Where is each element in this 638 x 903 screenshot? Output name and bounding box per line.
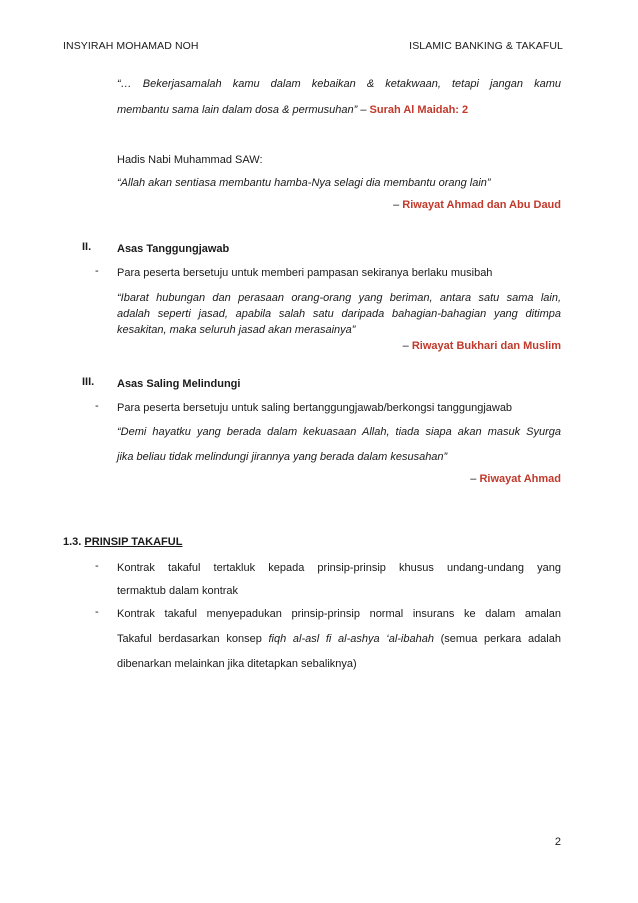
- section-ii-number: II.: [82, 241, 92, 253]
- section-ii-bullet: -: [95, 265, 99, 277]
- hadis-source-line: [117, 197, 561, 213]
- section-1-3-bullet-2-line3: dibenarkan melainkan jika ditetapkan sebaliknya): [117, 658, 357, 670]
- section-1-3-number: 1.3.: [63, 536, 82, 548]
- section-1-3-bullet-2-line1: Kontrak takaful menyepadukan prinsip-prinsip normal insurans ke dalam amalan: [117, 608, 561, 620]
- section-ii-quote-line2: adalah seperti jasad, apabila salah satu daripada bahagian-bahagian yang ditimpa: [117, 308, 561, 320]
- section-1-3-bullet-1-line2: termaktub dalam kontrak: [117, 585, 239, 597]
- section-ii-source-line: [117, 338, 561, 354]
- section-1-3-bullet-1: -: [95, 560, 99, 572]
- section-iii-title: Asas Saling Melindungi: [117, 378, 241, 390]
- section-ii-quote-line3: kesakitan, maka seluruh jasad akan merasainya”: [117, 324, 356, 336]
- section-iii-number: III.: [82, 376, 95, 388]
- section-ii-source-dash: –: [402, 340, 409, 352]
- section-ii-text: Para peserta bersetuju untuk memberi pampasan sekiranya berlaku musibah: [117, 267, 493, 279]
- section-iii-quote-line1: “Demi hayatku yang berada dalam kekuasaan Allah, tiada siapa akan masuk Syurga: [117, 426, 561, 438]
- hadis-intro: Hadis Nabi Muhammad SAW:: [117, 154, 263, 166]
- section-iii-source: Riwayat Ahmad: [479, 473, 561, 485]
- quote-maidah-text: membantu sama lain dalam dosa & permusuhan” –: [117, 104, 367, 116]
- section-1-3-bullet-2-line2: [117, 631, 561, 647]
- section-1-3-fiqh-term: fiqh al-asl fi al-ashya ‘al-ibahah: [268, 633, 434, 645]
- section-ii-title: Asas Tanggungjawab: [117, 243, 230, 255]
- quote-maidah-source: Surah Al Maidah: 2: [369, 104, 469, 116]
- section-iii-source-line: [117, 471, 561, 487]
- hadis-source: Riwayat Ahmad dan Abu Daud: [402, 199, 561, 211]
- quote-maidah-line1: “… Bekerjasamalah kamu dalam kebaikan & ketakwaan, tetapi jangan kamu: [117, 78, 561, 90]
- hadis-quote: “Allah akan sentiasa membantu hamba-Nya selagi dia membantu orang lain”: [117, 177, 491, 189]
- section-iii-bullet: -: [95, 400, 99, 412]
- header-author: INSYIRAH MOHAMAD NOH: [63, 40, 199, 52]
- section-ii-quote-line1: “Ibarat hubungan dan perasaan orang-orang yang beriman, antara satu sama lain,: [117, 292, 561, 304]
- section-1-3-bullet-2-line2-post: (semua perkara adalah: [433, 633, 561, 645]
- section-iii-source-dash: –: [470, 473, 477, 485]
- section-1-3-bullet-2: -: [95, 606, 99, 618]
- quote-maidah-line2: [117, 102, 561, 118]
- page-number: 2: [554, 836, 561, 848]
- hadis-source-dash: –: [393, 199, 400, 211]
- section-1-3-bullet-1-line1: Kontrak takaful tertakluk kepada prinsip-prinsip khusus undang-undang yang: [117, 562, 561, 574]
- section-iii-text: Para peserta bersetuju untuk saling bertanggungjawab/berkongsi tanggungjawab: [117, 402, 513, 414]
- section-1-3-heading: [63, 536, 182, 548]
- section-ii-source: Riwayat Bukhari dan Muslim: [411, 340, 561, 352]
- section-1-3-bullet-2-line2-pre: Takaful berdasarkan konsep: [117, 633, 269, 645]
- section-iii-quote-line2: jika beliau tidak melindungi jirannya yang berada dalam kesusahan”: [117, 451, 448, 463]
- section-1-3-title: PRINSIP TAKAFUL: [84, 536, 183, 548]
- header-course: ISLAMIC BANKING & TAKAFUL: [409, 40, 563, 52]
